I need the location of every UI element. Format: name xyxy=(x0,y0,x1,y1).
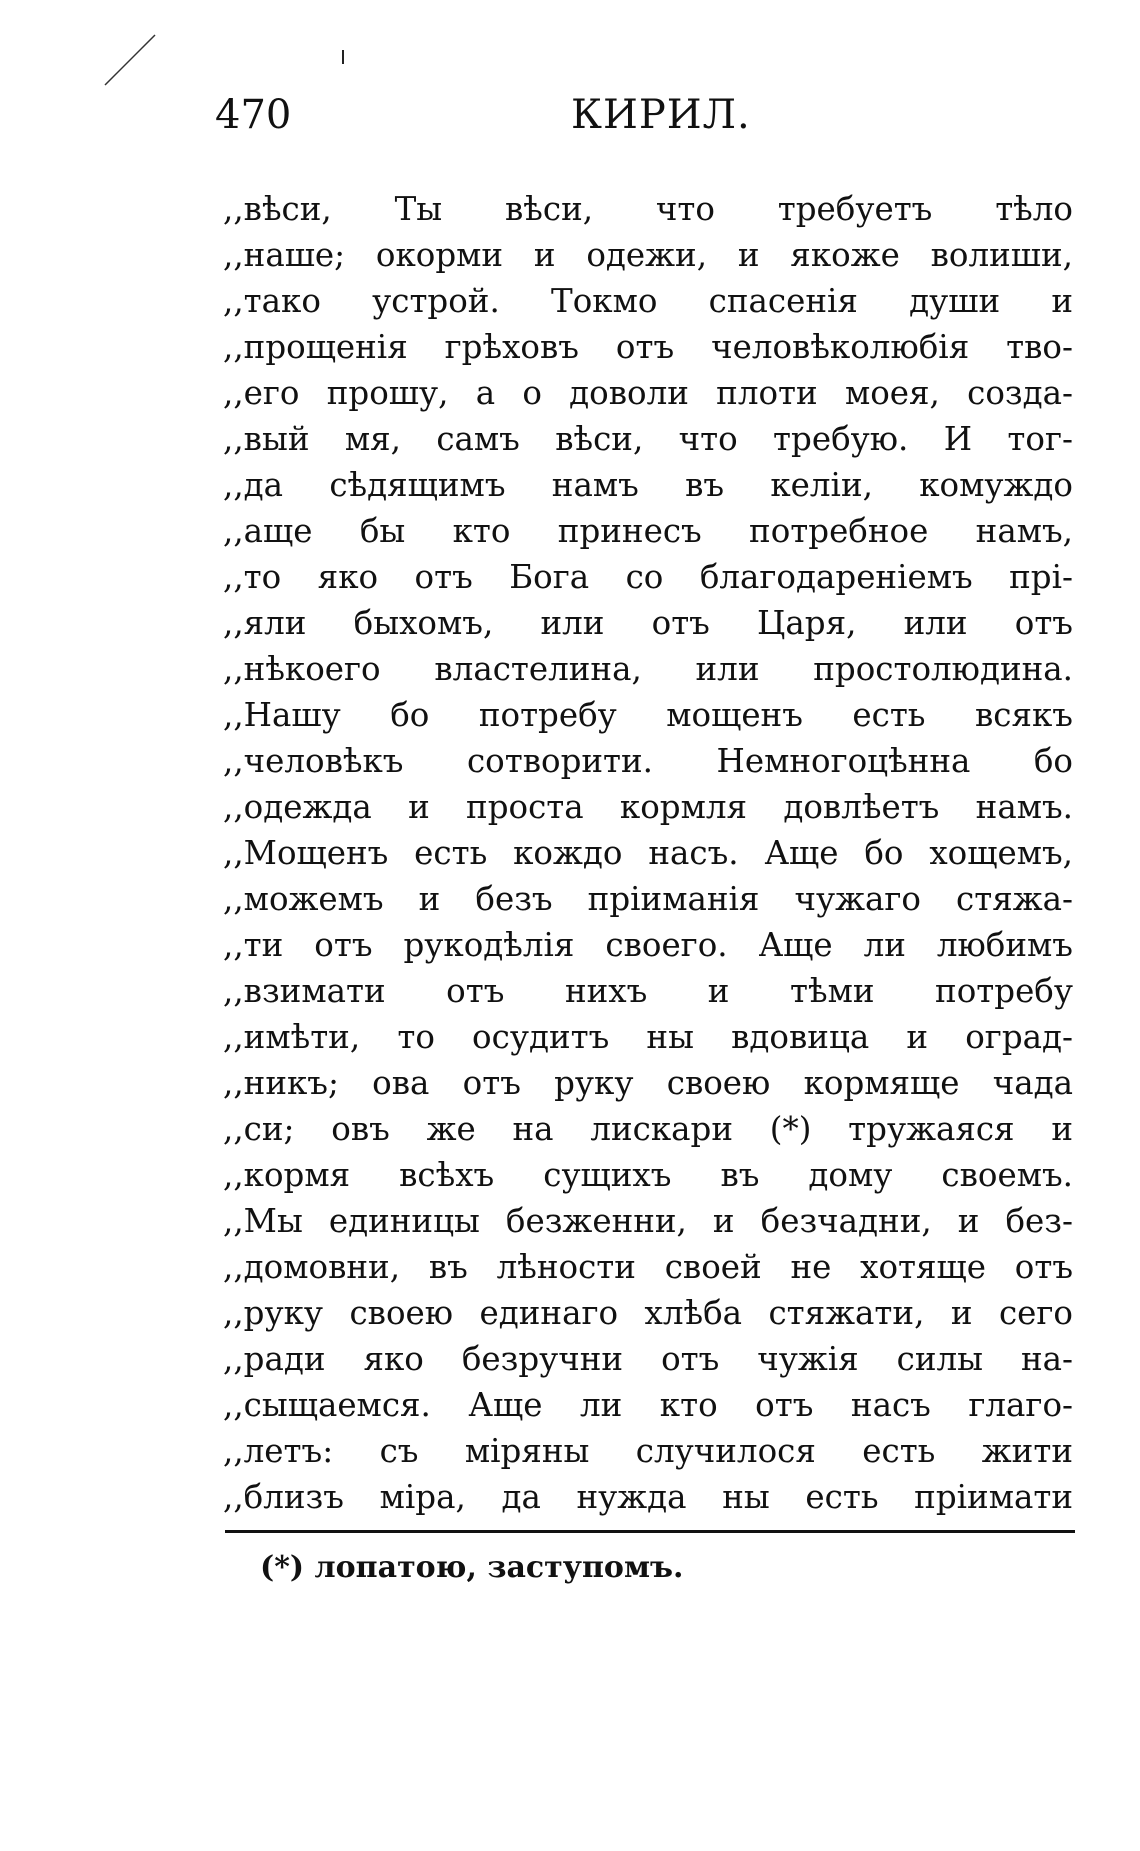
text-line: ,,близъ міра, да нужда ны есть пріимати xyxy=(223,1478,1073,1516)
text-line: ,,Мощенъ есть кождо насъ. Аще бо хощемъ, xyxy=(223,834,1073,872)
text-line: ,,домовни, въ лѣности своей не хотяще отъ xyxy=(223,1248,1073,1286)
text-line: ,,нѣкоего властелина, или простолюдина. xyxy=(223,650,1073,688)
scan-mark xyxy=(95,30,165,90)
text-line: ,,кормя всѣхъ сущихъ въ дому своемъ. xyxy=(223,1156,1073,1194)
text-line: ,,то яко отъ Бога со благодареніемъ прі- xyxy=(223,558,1073,596)
text-line: ,,взимати отъ нихъ и тѣми потребу xyxy=(223,972,1073,1010)
footnote-divider xyxy=(225,1530,1075,1533)
text-line: ,,яли быхомъ, или отъ Царя, или отъ xyxy=(223,604,1073,642)
text-line: ,,аще бы кто принесъ потребное намъ, xyxy=(223,512,1073,550)
text-line: ,,ти отъ рукодѣлія своего. Аще ли любимъ xyxy=(223,926,1073,964)
page-header xyxy=(215,92,1055,142)
text-line: ,,человѣкъ сотворити. Немногоцѣнна бо xyxy=(223,742,1073,780)
running-head: КИРИЛ. xyxy=(571,92,751,138)
text-line: ,,руку своею единаго хлѣба стяжати, и сего xyxy=(223,1294,1073,1332)
text-line: ,,ради яко безручни отъ чужія силы на- xyxy=(223,1340,1073,1378)
text-line: ,,Нашу бо потребу мощенъ есть всякъ xyxy=(223,696,1073,734)
text-line: ,,вый мя, самъ вѣси, что требую. И тог- xyxy=(223,420,1073,458)
text-line: ,,тако устрой. Токмо спасенія души и xyxy=(223,282,1073,320)
text-line: ,,да сѣдящимъ намъ въ келіи, комуждо xyxy=(223,466,1073,504)
text-line: ,,его прошу, а о доволи плоти моея, созда- xyxy=(223,374,1073,412)
text-line: ,,вѣси, Ты вѣси, что требуетъ тѣло xyxy=(223,190,1073,228)
text-line: ,,одежда и проста кормля довлѣетъ намъ. xyxy=(223,788,1073,826)
text-line: ,,си; овъ же на лискари (*) тружаяся и xyxy=(223,1110,1073,1148)
text-line: ,,летъ: съ міряны случилося есть жити xyxy=(223,1432,1073,1470)
text-line: ,,сыщаемся. Аще ли кто отъ насъ глаго- xyxy=(223,1386,1073,1424)
text-line: ,,можемъ и безъ пріиманія чужаго стяжа- xyxy=(223,880,1073,918)
body-text xyxy=(223,186,1073,1520)
footnote: (*) лопатою, заступомъ. xyxy=(260,1550,684,1585)
text-line: ,,Мы единицы безженни, и безчадни, и без- xyxy=(223,1202,1073,1240)
text-line: ,,имѣти, то осудитъ ны вдовица и оград- xyxy=(223,1018,1073,1056)
scan-speck xyxy=(342,50,344,64)
text-line: ,,никъ; ова отъ руку своею кормяще чада xyxy=(223,1064,1073,1102)
text-line: ,,наше; окорми и одежи, и якоже волиши, xyxy=(223,236,1073,274)
text-line: ,,прощенія грѣховъ отъ человѣколюбія тво- xyxy=(223,328,1073,366)
page-number: 470 xyxy=(215,92,292,138)
